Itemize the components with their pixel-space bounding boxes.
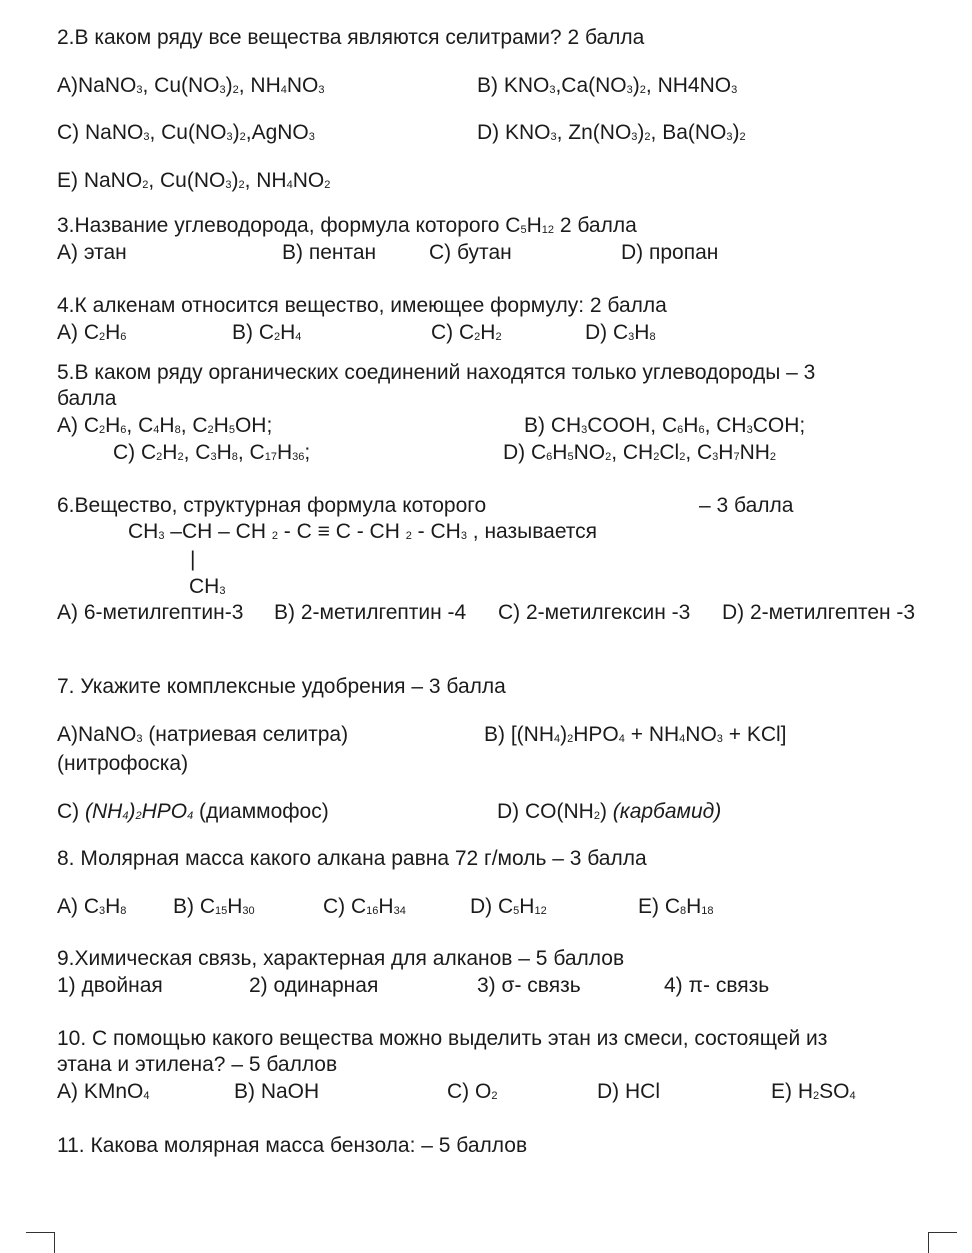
q8-option-e: E) $C_8H_{18}$ — [638, 895, 714, 918]
q7-option-b-name: (нитрофоска) — [57, 752, 189, 775]
q3-option-d: D) пропан — [621, 241, 719, 264]
page-corner-mark-left — [26, 1232, 55, 1253]
q2-option-e: E) NaNO$_2$, $Cu(NO_3)_2$, $NH_4NO_2$ — [57, 169, 331, 192]
q11-title: 11. Какова молярная масса бензола: – 5 баллов — [57, 1134, 528, 1157]
q4-title: 4.К алкенам относится вещество, имеющее формулу: 2 балла — [57, 294, 667, 317]
q3-option-c: C) бутан — [429, 241, 512, 264]
q7-option-c: C) $(NH_4)_2HPO_4$ (диаммофос) — [57, 800, 329, 823]
q9-option-4: 4) π- связь — [664, 974, 770, 997]
q8-option-c: C) $C_{16}H_{34}$ — [323, 895, 406, 918]
q5-title-cont: балла — [57, 387, 117, 410]
q10-option-c: C) $O_2$ — [447, 1080, 498, 1103]
q8-title: 8. Молярная масса какого алкана равна 72 г/моль – 3 балла — [57, 847, 647, 870]
q6-option-c: C) 2-метилгексин -3 — [498, 601, 691, 624]
q8-option-a: A) $C_3H_8$ — [57, 895, 127, 918]
q7-option-d: D) $CO(NH_2)$ (карбамид) — [497, 800, 722, 823]
q2-option-b: B) $KNO_3,Ca(NO_3)_2$, $NH4NO_3$ — [477, 74, 738, 97]
q4-option-d: D) $C_3H_8$ — [585, 321, 656, 344]
q6-structural-formula: $CH_3$ –CH – CH $_2$ - C ≡ C - CH $_2 - CH_3$ , называется — [128, 520, 598, 543]
q3-option-b: B) пентан — [282, 241, 377, 264]
q9-option-1: 1) двойная — [57, 974, 163, 997]
q6-option-d: D) 2-метилгептен -3 — [722, 601, 916, 624]
q7-option-a: A)NaNO$_3$ (натриевая селитра) — [57, 723, 349, 746]
q5-title: 5.В каком ряду органических соединений находятся только углеводороды – 3 — [57, 361, 816, 384]
q8-option-b: B) $C_{15}H_{30}$ — [173, 895, 255, 918]
q6-points: – 3 балла — [699, 494, 794, 517]
q5-option-d: D) $C_6H_5NO_2$, $CH_2Cl_2$, $C_3H_7NH_2$ — [503, 441, 777, 464]
q7-option-b: B) $[(NH_4)_2HPO_4 + NH_4NO_3 + KCl]$ — [484, 723, 787, 746]
q4-option-b: B) $C_2H_4$ — [232, 321, 302, 344]
q2-option-d: D) $KNO_3$, $Zn(NO_3)_2$, $Ba(NO_3)_2$ — [477, 121, 746, 144]
q5-option-b: B) $CH_3COOH$, $C_6H_6$, $CH_3COH$; — [524, 414, 806, 437]
q4-option-a: A) $C_2H_6$ — [57, 321, 127, 344]
q10-title: 10. С помощью какого вещества можно выделить этан из смеси, состоящей из — [57, 1027, 828, 1050]
q9-option-2: 2) одинарная — [249, 974, 379, 997]
q3-option-a: A) этан — [57, 241, 127, 264]
q2-title: 2.В каком ряду все вещества являются селитрами? 2 балла — [57, 26, 645, 49]
q10-title-cont: этана и этилена? – 5 баллов — [57, 1053, 338, 1076]
q2-option-a: A)NaNO$_3$, $Cu(NO_3)_2$, $NH_4NO_3$ — [57, 74, 325, 97]
q4-option-c: C) $C_2H_2$ — [431, 321, 502, 344]
q9-title: 9.Химическая связь, характерная для алканов – 5 баллов — [57, 947, 625, 970]
q7-title: 7. Укажите комплексные удобрения – 3 балла — [57, 675, 506, 698]
q6-title: 6.Вещество, структурная формула которого — [57, 494, 487, 517]
q6-branch-bond: | — [190, 548, 196, 571]
q2-option-c: C) NaNO$_3$, $Cu(NO_3)_2,AgNO_3$ — [57, 121, 315, 144]
q10-option-d: D) HCl — [597, 1080, 660, 1103]
q5-option-a: A) $C_2H_6$, $C_4H_8$, $C_2H_5OH$; — [57, 414, 273, 437]
q6-option-a: A) 6-метилгептин-3 — [57, 601, 244, 624]
q3-title: 3.Название углеводорода, формула которого $C_5H_{12}$ 2 балла — [57, 214, 637, 237]
q9-option-3: 3) σ- связь — [477, 974, 581, 997]
q8-option-d: D) $C_5H_{12}$ — [470, 895, 547, 918]
q10-option-e: E) $H_2SO_4$ — [771, 1080, 856, 1103]
q10-option-a: A) KMnO$_4$ — [57, 1080, 150, 1103]
q6-option-b: B) 2-метилгептин -4 — [274, 601, 467, 624]
q6-branch-group: $CH_3$ — [189, 575, 226, 598]
page-corner-mark-right — [928, 1232, 957, 1253]
q5-option-c: C) $C_2H_2$, $C_3H_8$, $C_{17}H_{36}$; — [113, 441, 311, 464]
q10-option-b: B) NaOH — [234, 1080, 320, 1103]
